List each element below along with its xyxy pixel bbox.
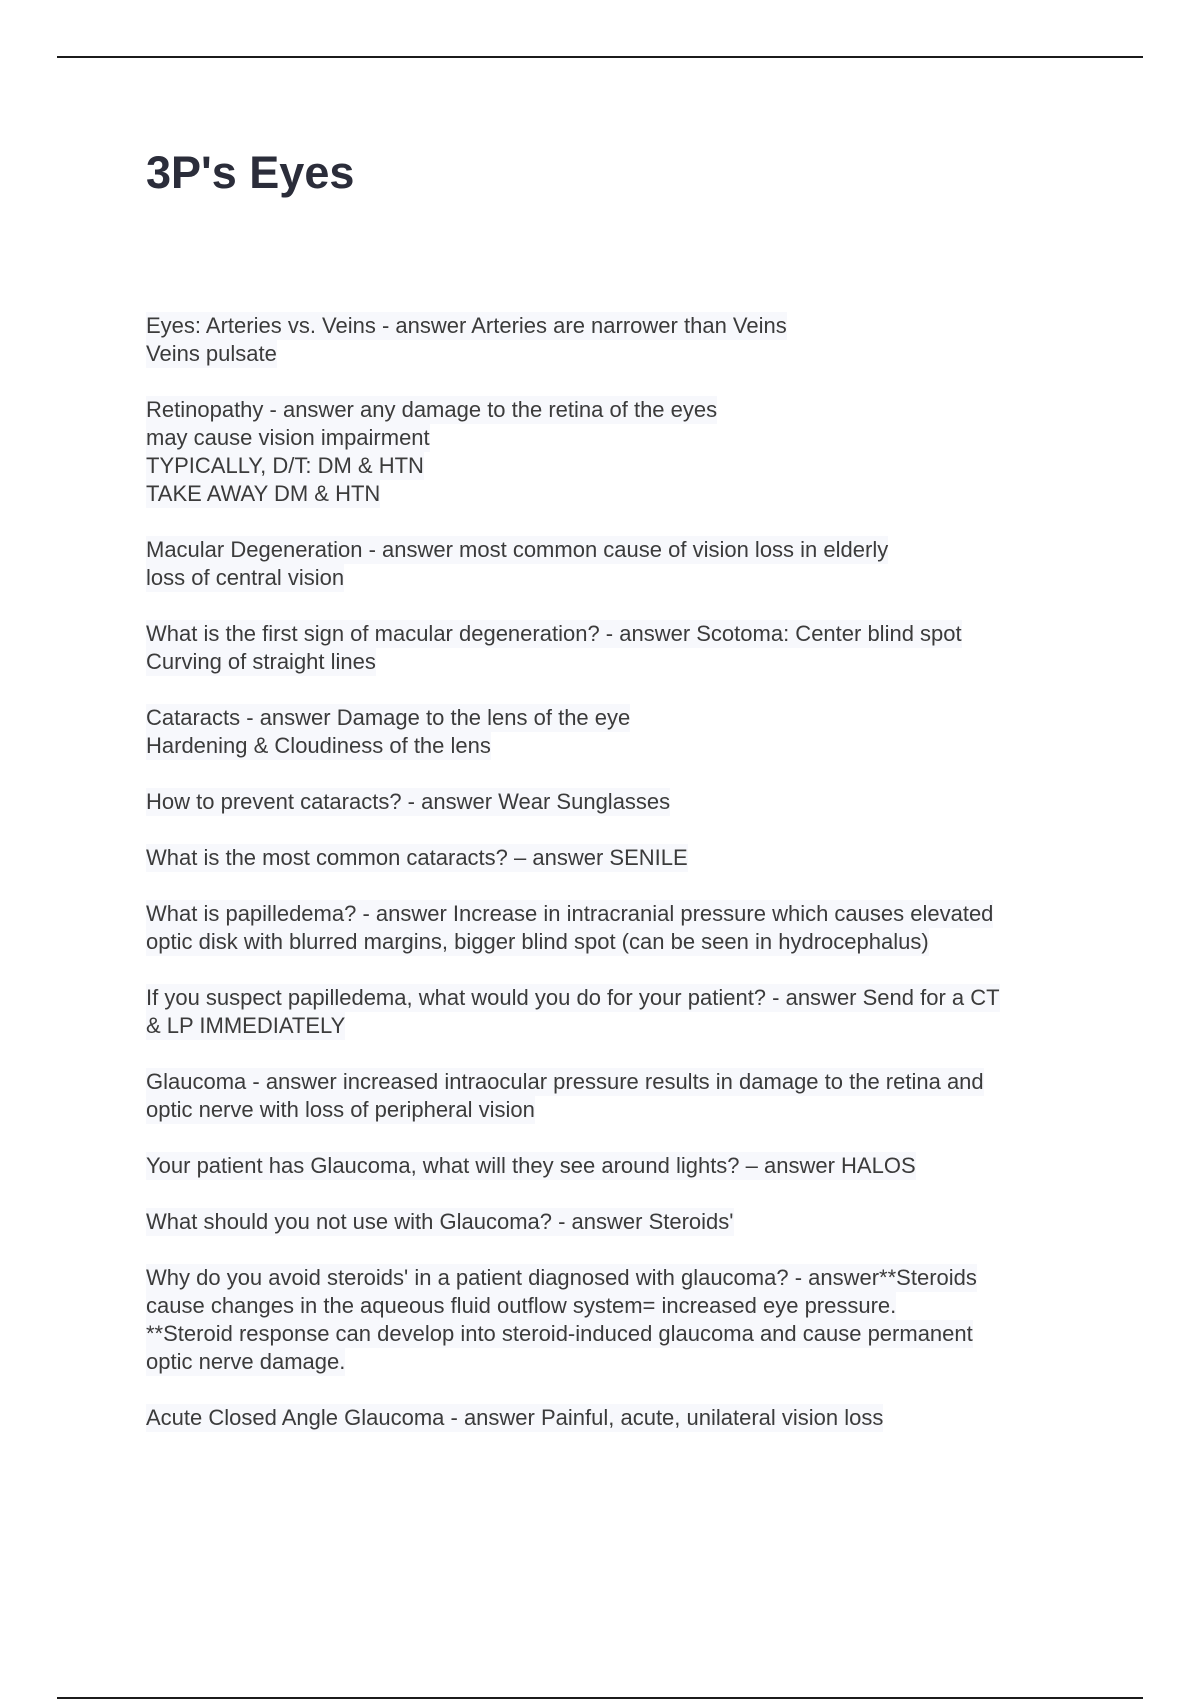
qa-question-line [146, 984, 1096, 1012]
qa-line-text: Macular Degeneration - answer most common cause of vision loss in elderly [146, 537, 889, 562]
qa-line-text: loss of central vision [146, 565, 345, 590]
qa-question-line [146, 1208, 1096, 1236]
qa-line-text: Why do you avoid steroids' in a patient diagnosed with glaucoma? - answer**Steroids [146, 1265, 977, 1290]
qa-answer-line [146, 648, 1096, 676]
qa-answer-line [146, 1292, 1096, 1320]
qa-answer-line [146, 480, 1096, 508]
qa-question-line [146, 788, 1096, 816]
qa-answer-line [146, 1320, 1096, 1348]
qa-line-text: Glaucoma - answer increased intraocular pressure results in damage to the retina and [146, 1069, 984, 1094]
qa-line-text: may cause vision impairment [146, 425, 430, 450]
qa-line-text: What is the first sign of macular degeneration? - answer Scotoma: Center blind spot [146, 621, 962, 646]
qa-answer-line [146, 452, 1096, 480]
qa-item [146, 620, 1096, 676]
qa-line-text: Your patient has Glaucoma, what will they see around lights? – answer HALOS [146, 1153, 916, 1178]
qa-question-line [146, 1264, 1096, 1292]
qa-item [146, 1152, 1096, 1180]
qa-line-text: optic disk with blurred margins, bigger blind spot (can be seen in hydrocephalus) [146, 929, 929, 954]
qa-line-text: How to prevent cataracts? - answer Wear Sunglasses [146, 789, 671, 814]
qa-item [146, 1068, 1096, 1124]
qa-question-line [146, 536, 1096, 564]
qa-item [146, 788, 1096, 816]
qa-line-text: What should you not use with Glaucoma? - answer Steroids' [146, 1209, 734, 1234]
qa-question-line [146, 704, 1096, 732]
qa-answer-line [146, 564, 1096, 592]
qa-line-text: TYPICALLY, D/T: DM & HTN [146, 453, 424, 478]
qa-answer-line [146, 732, 1096, 760]
qa-question-line [146, 1404, 1096, 1432]
qa-item [146, 536, 1096, 592]
qa-line-text: If you suspect papilledema, what would you do for your patient? - answer Send for a CT [146, 985, 1000, 1010]
qa-item [146, 704, 1096, 760]
qa-answer-line [146, 928, 1096, 956]
bottom-divider [57, 1697, 1143, 1699]
qa-line-text: **Steroid response can develop into steroid-induced glaucoma and cause permanent [146, 1321, 973, 1346]
qa-line-text: TAKE AWAY DM & HTN [146, 481, 381, 506]
qa-item [146, 844, 1096, 872]
qa-answer-line [146, 1348, 1096, 1376]
qa-item [146, 396, 1096, 508]
qa-line-text: & LP IMMEDIATELY [146, 1013, 346, 1038]
qa-line-text: Cataracts - answer Damage to the lens of the eye [146, 705, 631, 730]
qa-question-line [146, 620, 1096, 648]
qa-answer-line [146, 1012, 1096, 1040]
qa-line-text: cause changes in the aqueous fluid outflow system= increased eye pressure. [146, 1293, 897, 1318]
qa-question-line [146, 396, 1096, 424]
qa-question-line [146, 1152, 1096, 1180]
qa-item [146, 984, 1096, 1040]
qa-line-text: optic nerve with loss of peripheral vision [146, 1097, 535, 1122]
qa-answer-line [146, 1096, 1096, 1124]
qa-item [146, 1264, 1096, 1376]
qa-line-text: Eyes: Arteries vs. Veins - answer Arteries are narrower than Veins [146, 313, 787, 338]
qa-line-text: What is the most common cataracts? – answer SENILE [146, 845, 688, 870]
document-title: 3P's Eyes [146, 147, 355, 198]
qa-answer-line [146, 424, 1096, 452]
qa-line-text: Veins pulsate [146, 341, 277, 366]
qa-line-text: Acute Closed Angle Glaucoma - answer Painful, acute, unilateral vision loss [146, 1405, 884, 1430]
qa-question-line [146, 312, 1096, 340]
qa-list [146, 312, 1096, 1460]
qa-question-line [146, 844, 1096, 872]
top-divider [57, 56, 1143, 58]
qa-answer-line [146, 340, 1096, 368]
qa-line-text: optic nerve damage. [146, 1349, 346, 1374]
qa-line-text: What is papilledema? - answer Increase in intracranial pressure which causes elevated [146, 901, 994, 926]
qa-item [146, 1404, 1096, 1432]
qa-item [146, 900, 1096, 956]
qa-question-line [146, 900, 1096, 928]
qa-line-text: Hardening & Cloudiness of the lens [146, 733, 491, 758]
qa-question-line [146, 1068, 1096, 1096]
qa-item [146, 312, 1096, 368]
qa-line-text: Curving of straight lines [146, 649, 376, 674]
qa-line-text: Retinopathy - answer any damage to the retina of the eyes [146, 397, 718, 422]
qa-item [146, 1208, 1096, 1236]
